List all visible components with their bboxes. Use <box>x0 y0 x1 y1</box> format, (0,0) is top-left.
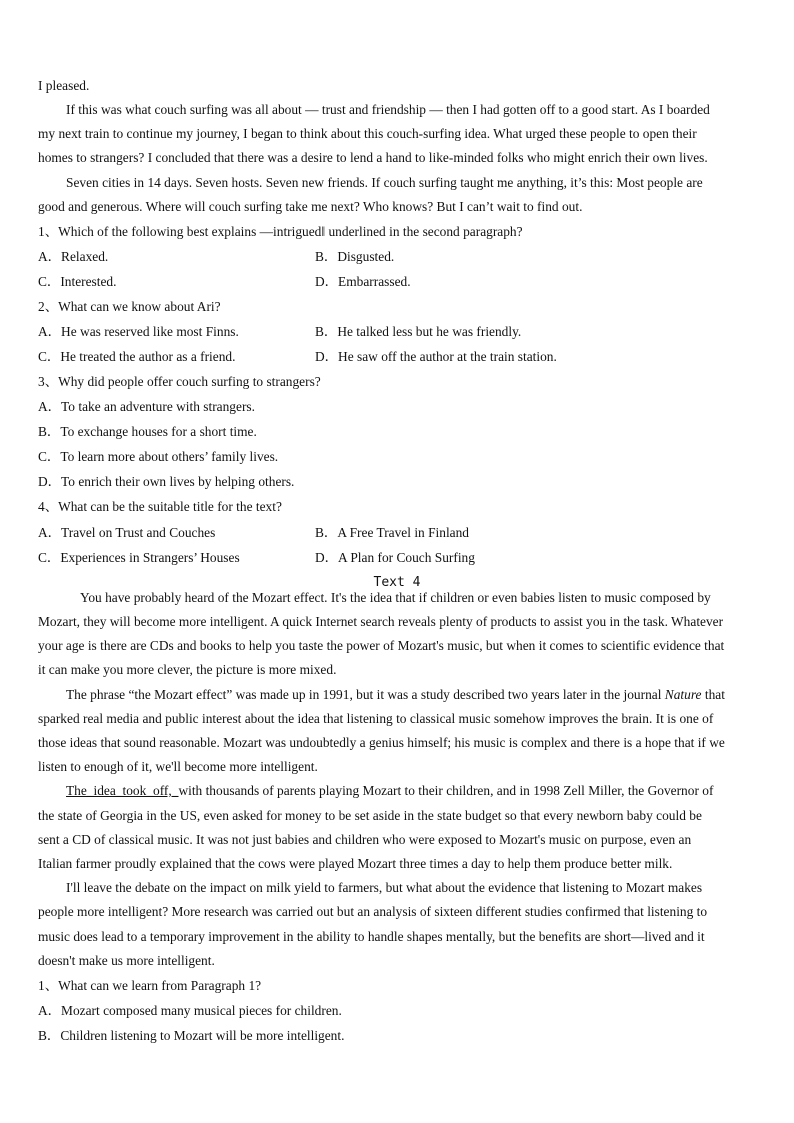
passage-line: Mozart, they will become more intelligent. A quick Internet search reveals plenty of products to assist you in the task. Whatever <box>38 614 724 629</box>
option-b: B．He talked less but he was friendly. <box>315 324 522 339</box>
option-b: B．A Free Travel in Finland <box>315 525 469 540</box>
option-d: D．He saw off the author at the train station. <box>315 349 557 364</box>
passage-line: good and generous. Where will couch surfing take me next? Who knows? But I can’t wait to find out. <box>38 199 583 214</box>
option-c: C．Experiences in Strangers’ Houses <box>38 550 240 565</box>
passage-line: the state of Georgia in the US, even asked for money to be set aside in the state budget so that every newborn baby could be <box>38 808 702 823</box>
question-stem: 1、What can we learn from Paragraph 1? <box>38 978 262 993</box>
passage-line: those ideas that sound reasonable. Mozart was undoubtedly a genius himself; his music is complex and there is a hope that if we <box>38 735 725 750</box>
passage-line <box>66 784 713 797</box>
text-run: with thousands of parents playing Mozart to their children, and in 1998 Zell Miller, the Governor of <box>178 783 714 798</box>
passage-line: Seven cities in 14 days. Seven hosts. Seven new friends. If couch surfing taught me anything, it’s this: Most people are <box>66 175 703 190</box>
passage-line: sparked real media and public interest about the idea that listening to classical music somehow improves the brain. It is one of <box>38 711 714 726</box>
underlined-phrase: The_idea_took_off,_ <box>66 783 179 798</box>
option-c: C．To learn more about others’ family lives. <box>38 449 279 464</box>
passage-line: You have probably heard of the Mozart effect. It's the idea that if children or even babies listen to music composed by <box>80 590 711 605</box>
option-c: C．He treated the author as a friend. <box>38 349 236 364</box>
question-stem: 4、What can be the suitable title for the text? <box>38 499 282 514</box>
text-run: The phrase “the Mozart effect” was made up in 1991, but it was a study described two years later in the journal <box>66 687 665 702</box>
option-d: D．Embarrassed. <box>315 274 411 289</box>
option-d: D．To enrich their own lives by helping others. <box>38 474 295 489</box>
journal-name: Nature <box>664 687 702 702</box>
passage-line: I pleased. <box>38 78 90 93</box>
passage-line: doesn't make us more intelligent. <box>38 953 215 968</box>
option-b: B．Disgusted. <box>315 249 395 264</box>
question-stem: 2、What can we know about Ari? <box>38 299 221 314</box>
option-b: B．To exchange houses for a short time. <box>38 424 257 439</box>
passage-line: sent a CD of classical music. It was not just babies and children who were exposed to Mozart's music on purpose, even an <box>38 832 692 847</box>
passage-line: it can make you more clever, the picture is more mixed. <box>38 662 337 677</box>
passage-line <box>66 688 725 701</box>
question-stem: 3、Why did people offer couch surfing to strangers? <box>38 374 321 389</box>
option-c: C．Interested. <box>38 274 117 289</box>
passage-line: people more intelligent? More research was carried out but an analysis of sixteen different studies confirmed that listening to <box>38 904 708 919</box>
passage-line: listen to enough of it, we'll become more intelligent. <box>38 759 318 774</box>
option-a: A．Relaxed. <box>38 249 109 264</box>
text-run: that <box>701 687 725 702</box>
passage-line: Italian farmer proudly explained that the cows were played Mozart three times a day to help them produce better milk. <box>38 856 673 871</box>
option-a: A．To take an adventure with strangers. <box>38 399 255 414</box>
option-d: D．A Plan for Couch Surfing <box>315 550 475 565</box>
option-a: A．Travel on Trust and Couches <box>38 525 216 540</box>
option-b: B．Children listening to Mozart will be more intelligent. <box>38 1028 345 1043</box>
passage-line: my next train to continue my journey, I began to think about this couch-surfing idea. What urged these people to open their <box>38 126 697 141</box>
passage-line: music does lead to a temporary improvement in the ability to handle shapes mentally, but the benefits are short—lived and it <box>38 929 705 944</box>
question-stem: 1、Which of the following best explains ―intrigued‖ underlined in the second paragraph? <box>38 224 523 239</box>
option-a: A．He was reserved like most Finns. <box>38 324 239 339</box>
passage-line: homes to strangers? I concluded that there was a desire to lend a hand to like-minded folks who might enrich their own lives. <box>38 150 708 165</box>
option-a: A．Mozart composed many musical pieces for children. <box>38 1003 342 1018</box>
passage-line: I'll leave the debate on the impact on milk yield to farmers, but what about the evidence that listening to Mozart makes <box>66 880 703 895</box>
passage-line: If this was what couch surfing was all about — trust and friendship — then I had gotten off to a good start. As I boarded <box>66 102 710 117</box>
section-title: Text 4 <box>373 575 421 590</box>
passage-line: your age is there are CDs and books to help you taste the power of Mozart's music, but when it comes to scientific evidence that <box>38 638 725 653</box>
